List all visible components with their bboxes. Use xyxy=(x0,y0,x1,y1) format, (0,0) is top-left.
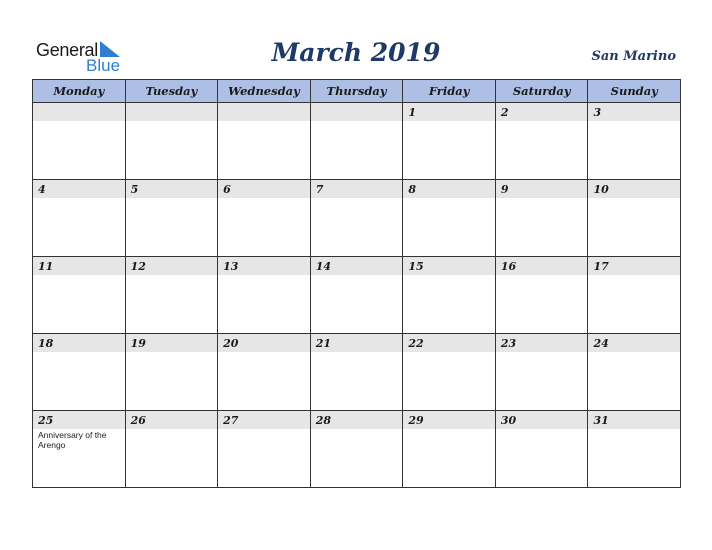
day-number: 13 xyxy=(218,257,310,275)
holiday-note xyxy=(218,121,310,122)
day-cell xyxy=(588,257,681,334)
day-number: 24 xyxy=(588,334,680,352)
weekday-header: Tuesday xyxy=(126,80,219,103)
weekday-header: Monday xyxy=(33,80,126,103)
weekday-header: Wednesday xyxy=(218,80,311,103)
holiday-note xyxy=(496,275,588,276)
week-row xyxy=(33,103,681,180)
day-number: 30 xyxy=(496,411,588,429)
day-cell xyxy=(218,103,311,180)
holiday-note xyxy=(496,429,588,430)
holiday-note xyxy=(588,198,680,199)
day-cell xyxy=(126,334,219,411)
day-cell xyxy=(33,257,126,334)
day-number: 12 xyxy=(126,257,218,275)
day-number: 26 xyxy=(126,411,218,429)
day-number: 21 xyxy=(311,334,403,352)
day-number: 11 xyxy=(33,257,125,275)
day-number: 25 xyxy=(33,411,125,429)
day-number: 31 xyxy=(588,411,680,429)
holiday-note xyxy=(403,429,495,430)
day-number: 18 xyxy=(33,334,125,352)
day-number xyxy=(311,103,403,121)
holiday-note xyxy=(126,121,218,122)
weekday-header: Saturday xyxy=(496,80,589,103)
day-number: 10 xyxy=(588,180,680,198)
day-number: 3 xyxy=(588,103,680,121)
day-number: 16 xyxy=(496,257,588,275)
day-cell xyxy=(496,334,589,411)
day-number: 29 xyxy=(403,411,495,429)
weekday-header: Friday xyxy=(403,80,496,103)
day-cell xyxy=(588,180,681,257)
day-cell xyxy=(311,180,404,257)
calendar-title: March 2019 xyxy=(271,38,441,67)
holiday-note xyxy=(403,121,495,122)
day-cell xyxy=(126,411,219,488)
holiday-note xyxy=(126,352,218,353)
day-number: 8 xyxy=(403,180,495,198)
holiday-note xyxy=(588,429,680,430)
holiday-note xyxy=(311,352,403,353)
day-number xyxy=(33,103,125,121)
day-number: 20 xyxy=(218,334,310,352)
weekday-header-row xyxy=(33,80,681,103)
calendar-grid xyxy=(32,79,681,488)
day-cell xyxy=(496,411,589,488)
weekday-header: Sunday xyxy=(588,80,681,103)
day-number: 7 xyxy=(311,180,403,198)
weekday-header: Thursday xyxy=(311,80,404,103)
calendar-weeks xyxy=(33,103,681,488)
week-row xyxy=(33,257,681,334)
logo-word-blue: Blue xyxy=(86,56,121,75)
day-cell xyxy=(403,334,496,411)
calendar-region: San Marino xyxy=(591,49,676,64)
day-number: 28 xyxy=(311,411,403,429)
day-number: 14 xyxy=(311,257,403,275)
day-cell xyxy=(496,103,589,180)
holiday-note xyxy=(218,429,310,430)
day-cell xyxy=(588,103,681,180)
holiday-note xyxy=(218,275,310,276)
day-cell xyxy=(403,103,496,180)
day-number: 5 xyxy=(126,180,218,198)
day-cell xyxy=(588,334,681,411)
day-cell xyxy=(218,180,311,257)
holiday-note xyxy=(33,198,125,199)
holiday-note xyxy=(403,352,495,353)
day-cell xyxy=(311,334,404,411)
day-cell xyxy=(311,257,404,334)
day-number: 19 xyxy=(126,334,218,352)
holiday-note xyxy=(126,429,218,430)
day-cell xyxy=(311,103,404,180)
holiday-note xyxy=(496,198,588,199)
day-cell xyxy=(126,103,219,180)
day-cell xyxy=(496,180,589,257)
day-number xyxy=(126,103,218,121)
day-cell xyxy=(496,257,589,334)
holiday-note xyxy=(218,198,310,199)
day-cell xyxy=(218,334,311,411)
holiday-note xyxy=(588,352,680,353)
day-number: 17 xyxy=(588,257,680,275)
day-cell xyxy=(33,334,126,411)
holiday-note xyxy=(311,275,403,276)
week-row xyxy=(33,180,681,257)
holiday-note xyxy=(33,275,125,276)
holiday-note: Anniversary of the Arengo xyxy=(38,430,107,450)
day-cell xyxy=(126,257,219,334)
day-number: 22 xyxy=(403,334,495,352)
day-cell xyxy=(218,257,311,334)
holiday-note xyxy=(496,121,588,122)
day-cell xyxy=(403,411,496,488)
day-cell xyxy=(588,411,681,488)
day-number: 1 xyxy=(403,103,495,121)
day-number: 9 xyxy=(496,180,588,198)
holiday-note xyxy=(588,275,680,276)
holiday-note xyxy=(126,275,218,276)
holiday-note xyxy=(496,352,588,353)
day-cell xyxy=(126,180,219,257)
week-row xyxy=(33,334,681,411)
day-cell xyxy=(33,103,126,180)
holiday-note xyxy=(311,429,403,430)
day-number: 6 xyxy=(218,180,310,198)
day-number: 27 xyxy=(218,411,310,429)
day-cell xyxy=(403,180,496,257)
day-cell xyxy=(33,411,126,488)
holiday-note xyxy=(33,352,125,353)
day-cell xyxy=(33,180,126,257)
day-number xyxy=(218,103,310,121)
day-cell xyxy=(218,411,311,488)
day-number: 2 xyxy=(496,103,588,121)
holiday-note xyxy=(126,198,218,199)
day-number: 4 xyxy=(33,180,125,198)
day-cell xyxy=(311,411,404,488)
day-number: 23 xyxy=(496,334,588,352)
holiday-note xyxy=(311,198,403,199)
logo-word-general: General xyxy=(36,40,98,60)
holiday-note xyxy=(33,121,125,122)
holiday-note xyxy=(588,121,680,122)
holiday-note xyxy=(403,275,495,276)
holiday-note xyxy=(218,352,310,353)
holiday-note xyxy=(311,121,403,122)
week-row xyxy=(33,411,681,488)
day-cell xyxy=(403,257,496,334)
day-number: 15 xyxy=(403,257,495,275)
holiday-note xyxy=(403,198,495,199)
